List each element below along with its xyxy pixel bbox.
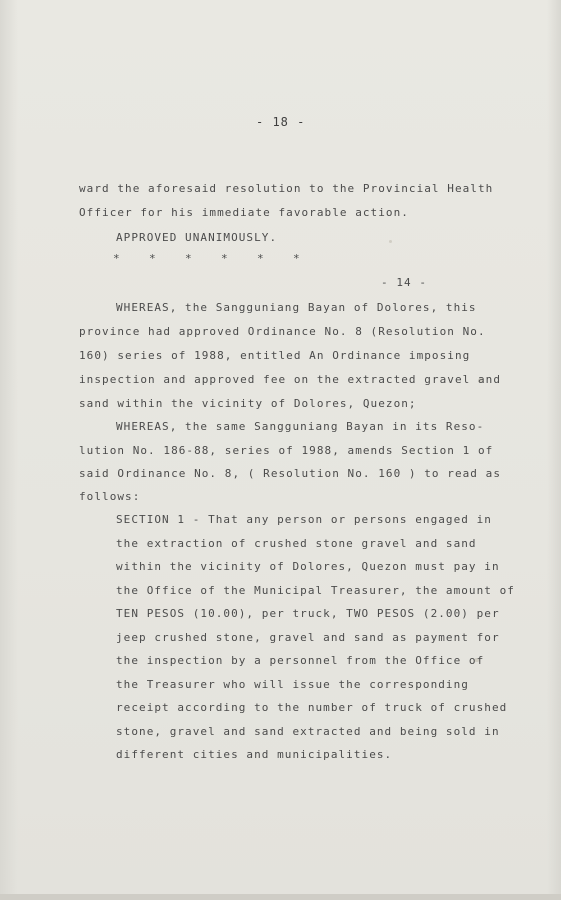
section-1-line: TEN PESOS (10.00), per truck, TWO PESOS (2.00) per — [116, 607, 500, 620]
separator-dot: * — [221, 252, 228, 265]
separator-dot: * — [257, 252, 264, 265]
section-1-line: the Office of the Municipal Treasurer, the amount of — [116, 584, 515, 597]
paragraph-1-line: 160) series of 1988, entitled An Ordinance imposing — [79, 349, 471, 362]
text-line: ward the aforesaid resolution to the Provincial Health — [79, 182, 494, 195]
paragraph-2-line: WHEREAS, the same Sangguniang Bayan in its Reso- — [116, 420, 485, 433]
section-1-line: different cities and municipalities. — [116, 748, 393, 761]
section-1-line: stone, gravel and sand extracted and being sold in — [116, 725, 500, 738]
section-1-line: SECTION 1 - That any person or persons engaged in — [116, 513, 492, 526]
paragraph-1-line: WHEREAS, the Sangguniang Bayan of Dolores, this — [116, 301, 477, 314]
page-right-shadow — [547, 0, 561, 900]
approved-line: APPROVED UNANIMOUSLY. — [116, 231, 278, 244]
paragraph-2-line: lution No. 186-88, series of 1988, amends Section 1 of — [79, 444, 494, 457]
paragraph-2-line: follows: — [79, 490, 141, 503]
section-1-line: the Treasurer who will issue the corresponding — [116, 678, 469, 691]
section-1-line: the inspection by a personnel from the Office of — [116, 654, 485, 667]
section-1-line: jeep crushed stone, gravel and sand as payment for — [116, 631, 500, 644]
page-number: - 18 - — [256, 115, 306, 129]
separator-dot: * — [149, 252, 156, 265]
separator-dot: * — [185, 252, 192, 265]
paper-speck — [389, 240, 392, 243]
paragraph-1-line: inspection and approved fee on the extracted gravel and — [79, 373, 501, 386]
separator-dots — [113, 252, 329, 265]
scan-footer-strip — [0, 894, 561, 900]
separator-dot: * — [113, 252, 120, 265]
section-1-line: the extraction of crushed stone gravel and sand — [116, 537, 477, 550]
section-1-line: within the vicinity of Dolores, Quezon must pay in — [116, 560, 500, 573]
text-line: Officer for his immediate favorable action. — [79, 206, 409, 219]
resolution-number: - 14 - — [381, 276, 428, 289]
paragraph-1-line: province had approved Ordinance No. 8 (Resolution No. — [79, 325, 486, 338]
paragraph-1-line: sand within the vicinity of Dolores, Quezon; — [79, 397, 417, 410]
paragraph-2-line: said Ordinance No. 8, ( Resolution No. 160 ) to read as — [79, 467, 501, 480]
separator-dot: * — [293, 252, 300, 265]
section-1-line: receipt according to the number of truck of crushed — [116, 701, 508, 714]
page-left-shadow — [0, 0, 18, 900]
